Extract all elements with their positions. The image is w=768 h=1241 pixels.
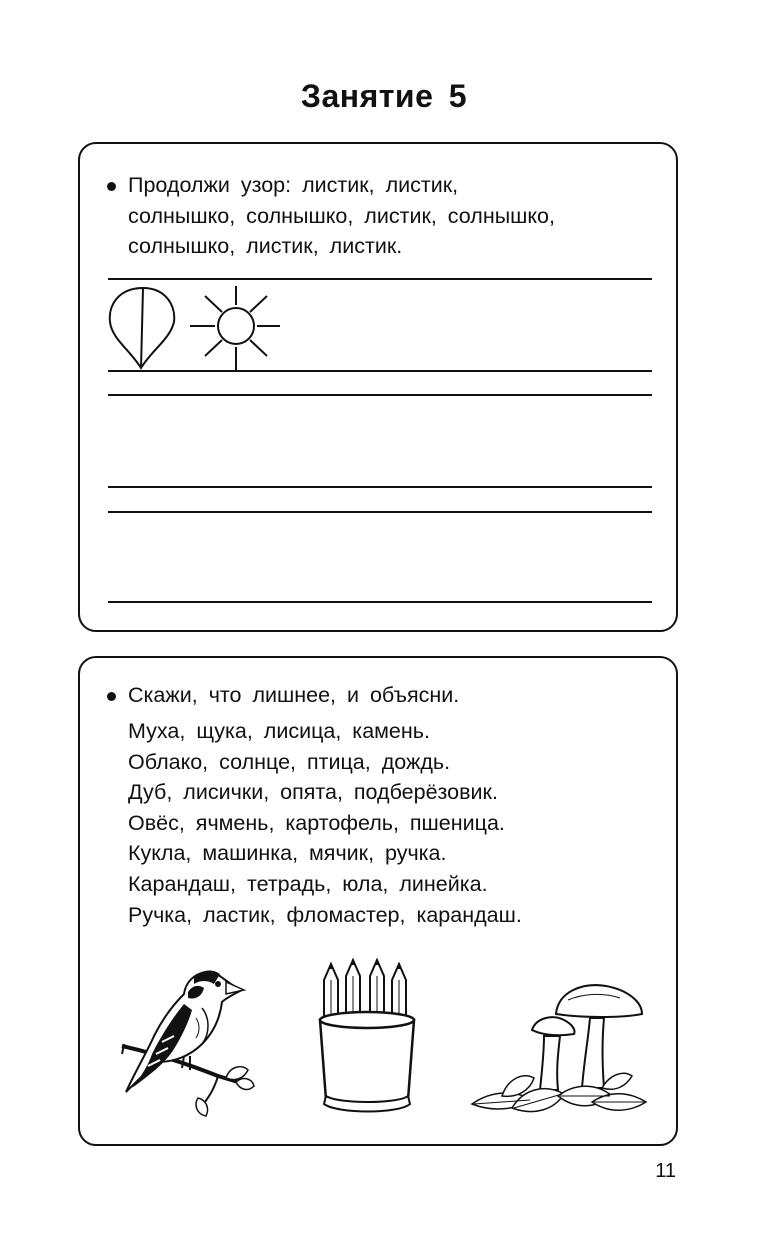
writing-line [108,601,652,603]
writing-line [108,394,652,396]
list-item: Дуб, лисички, опята, подберёзовик. [128,780,498,805]
writing-line [108,486,652,488]
page-title: Занятие 5 [300,78,468,114]
instruction-line: солнышко, солнышко, листик, солнышко, [128,203,555,228]
task-2-instruction: Скажи, что лишнее, и объясни. [128,683,460,707]
page-number: 11 [655,1160,676,1182]
task-2-box [78,656,678,1146]
sun-icon [188,284,280,370]
writing-line [108,511,652,513]
bird-illustration [118,958,258,1118]
pencil-cup-illustration [318,958,418,1118]
instruction-line: Продолжи узор: листик, листик, [128,173,459,197]
bullet-icon [107,692,116,701]
writing-line [108,278,652,280]
word-list [128,716,522,930]
task-1-box [78,142,678,632]
list-item: Карандаш, тетрадь, юла, линейка. [128,871,488,896]
bullet-icon [107,182,116,191]
list-item: Муха, щука, лисица, камень. [128,719,430,743]
list-item: Облако, солнце, птица, дождь. [128,749,451,774]
instruction-line: солнышко, листик, листик. [128,234,403,258]
list-item: Кукла, машинка, мячик, ручка. [128,841,447,866]
mushrooms-illustration [472,978,648,1118]
task-1-instruction [128,170,555,262]
list-item: Овёс, ячмень, картофель, пшеница. [128,810,505,835]
list-item: Ручка, ластик, фломастер, карандаш. [128,902,522,927]
writing-line [108,370,652,372]
leaf-icon [108,284,178,370]
